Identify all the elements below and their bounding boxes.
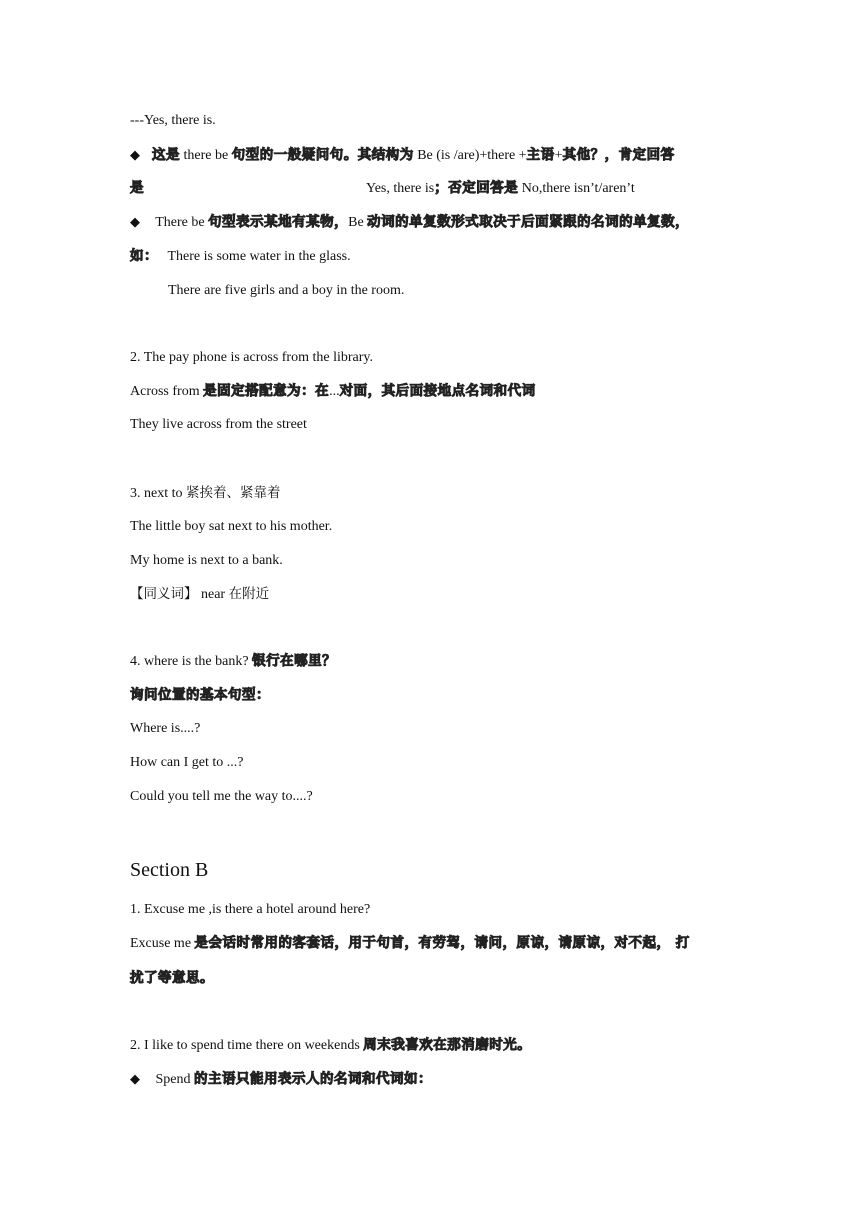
- bullet-line-1: [130, 145, 675, 166]
- diamond-bullet-icon: ◆: [130, 215, 140, 230]
- diamond-bullet-icon: ◆: [130, 1072, 140, 1087]
- text: Spend: [152, 1072, 194, 1087]
- note-text: 银行在哪里？: [252, 653, 337, 669]
- point-4-note: [130, 685, 270, 706]
- note-text: 主语: [526, 147, 555, 163]
- answer-line: [130, 111, 216, 131]
- note-text: 是会话时常用的客套话，用于句首，有劳驾，请问，原谅，请原谅，对不起， 打: [194, 935, 690, 951]
- b-point-1-heading: [130, 900, 370, 920]
- example-line-1: [130, 246, 351, 267]
- text: 1. Excuse me ,is there a hotel around here?: [130, 902, 371, 917]
- text: ...: [329, 384, 340, 399]
- text: Section B: [130, 859, 209, 881]
- note-text: 是固定搭配意为：在: [203, 383, 330, 399]
- text: 【同义词】: [130, 586, 198, 602]
- note-text: 句型表示某地有某物，: [208, 214, 349, 230]
- note-text: 其他？，肯定回答: [562, 147, 675, 163]
- pattern-3: [130, 787, 313, 807]
- point-3-heading: [130, 483, 281, 504]
- section-heading: [130, 857, 208, 883]
- text: Where is....?: [130, 721, 201, 736]
- b-point-2-bullet: [130, 1069, 432, 1090]
- text: 2. The pay phone is across from the library.: [130, 350, 373, 365]
- pattern-1: [130, 719, 200, 739]
- text: How can I get to ...?: [130, 755, 244, 770]
- point-2-example: [130, 415, 307, 435]
- b-point-1-note: [130, 933, 690, 954]
- text: 3. next to: [130, 486, 186, 501]
- pattern-2: [130, 753, 244, 773]
- note-text: 这是: [152, 147, 180, 163]
- text: Could you tell me the way to....?: [130, 789, 313, 804]
- point-2-note: [130, 381, 536, 402]
- note-text: 周末我喜欢在那消磨时光。: [363, 1037, 532, 1053]
- bullet-line-2: [130, 212, 689, 233]
- text: +: [554, 148, 563, 163]
- text: My home is next to a bank.: [130, 553, 283, 568]
- note-text: 的主语只能用表示人的名词和代词如：: [194, 1071, 432, 1087]
- text: There is some water in the glass.: [167, 249, 351, 264]
- diamond-bullet-icon: ◆: [130, 148, 140, 163]
- text: 4. where is the bank?: [130, 654, 253, 669]
- b-point-2-heading: [130, 1035, 531, 1056]
- text: They live across from the street: [130, 417, 307, 432]
- text: 紧挨着、紧靠着: [186, 485, 281, 501]
- text: near: [197, 587, 229, 602]
- text: Yes, there is: [366, 181, 435, 196]
- text: The little boy sat next to his mother.: [130, 519, 333, 534]
- text: Be (is /are)+there +: [413, 148, 527, 163]
- note-text: 句型的一般疑问句。其结构为: [231, 147, 414, 163]
- note-text: 询问位置的基本句型：: [130, 687, 270, 703]
- text: 在附近: [228, 586, 270, 602]
- text: No,there isn’t/aren’t: [518, 181, 635, 196]
- note-text: 对面，其后面接地点名词和代词: [339, 383, 536, 399]
- text: There are five girls and a boy in the room.: [168, 283, 405, 298]
- answer-text: [366, 178, 635, 199]
- text: Across from: [130, 384, 204, 399]
- note-text: 如：: [130, 248, 158, 264]
- text: 2. I like to spend time there on weekends: [130, 1038, 364, 1053]
- synonym-line: [130, 584, 269, 605]
- b-point-1-note-cont: [130, 968, 214, 989]
- note-text: 扰了等意思。: [130, 970, 214, 986]
- note-text: 是: [130, 180, 144, 196]
- example-line-2: [168, 281, 404, 301]
- text: ---Yes, there is.: [130, 113, 216, 128]
- point-2-heading: [130, 348, 373, 368]
- bullet-line-1-cont: [130, 178, 730, 199]
- text: There be: [152, 215, 209, 230]
- text: Be: [348, 215, 368, 230]
- text: Excuse me: [130, 936, 195, 951]
- note-text: ；否定回答是: [434, 180, 519, 196]
- text: there be: [180, 148, 232, 163]
- note-text: 动词的单复数形式取决于后面紧跟的名词的单复数，: [367, 214, 690, 230]
- point-3-example-1: [130, 517, 332, 537]
- point-4-heading: [130, 651, 336, 672]
- point-3-example-2: [130, 551, 283, 571]
